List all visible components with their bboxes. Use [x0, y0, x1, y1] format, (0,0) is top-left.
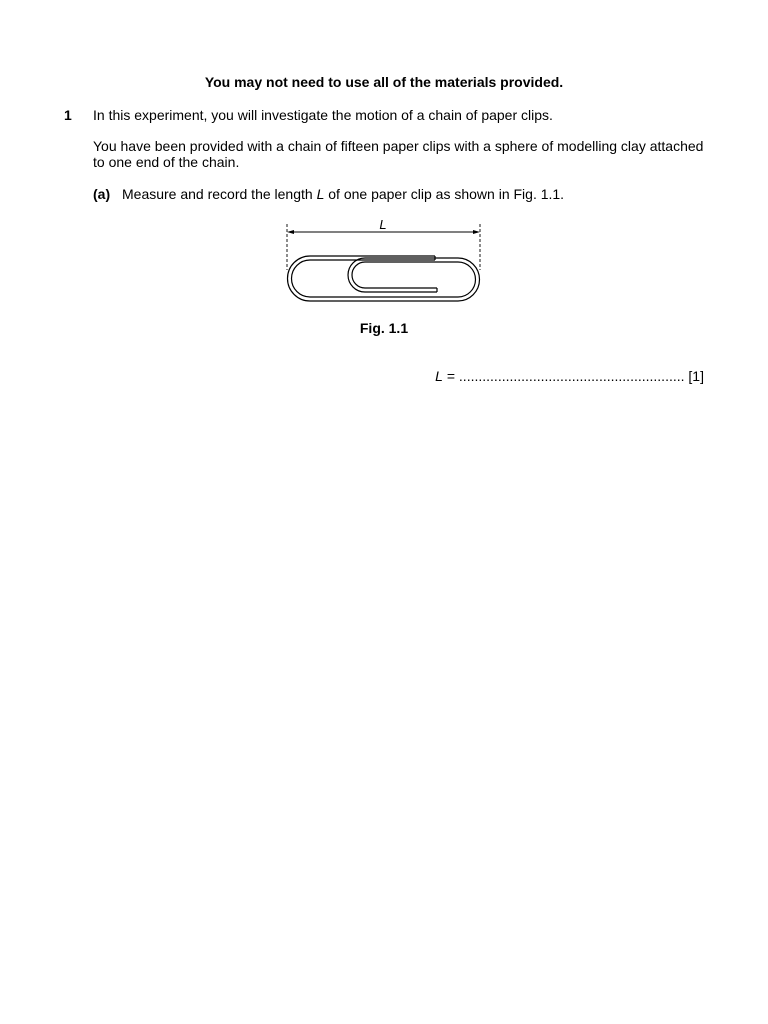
- part-a-variable: L: [316, 186, 325, 202]
- question-description: You have been provided with a chain of fifteen paper clips with a sphere of modelling clay attached to one end of the chain.: [93, 138, 704, 170]
- paper-clip-drawing: [288, 256, 480, 301]
- answer-variable: L: [435, 368, 443, 384]
- part-a-text: [122, 186, 564, 202]
- answer-equals: =: [442, 368, 459, 384]
- question-intro: In this experiment, you will investigate the motion of a chain of paper clips.: [93, 107, 553, 123]
- paper-clip-figure: [280, 214, 490, 310]
- dimension-label: L: [379, 217, 387, 232]
- answer-blank[interactable]: ..........................................................: [458, 368, 685, 384]
- instruction-text: You may not need to use all of the materials provided.: [204, 74, 564, 90]
- marks-indicator: [1]: [684, 368, 704, 384]
- part-a-label: (a): [93, 186, 111, 202]
- figure-caption: Fig. 1.1: [359, 320, 409, 336]
- question-number: 1: [64, 107, 72, 123]
- part-a-text-before: Measure and record the length: [122, 186, 317, 202]
- answer-line: [435, 368, 704, 384]
- part-a-text-after: of one paper clip as shown in Fig. 1.1.: [324, 186, 565, 202]
